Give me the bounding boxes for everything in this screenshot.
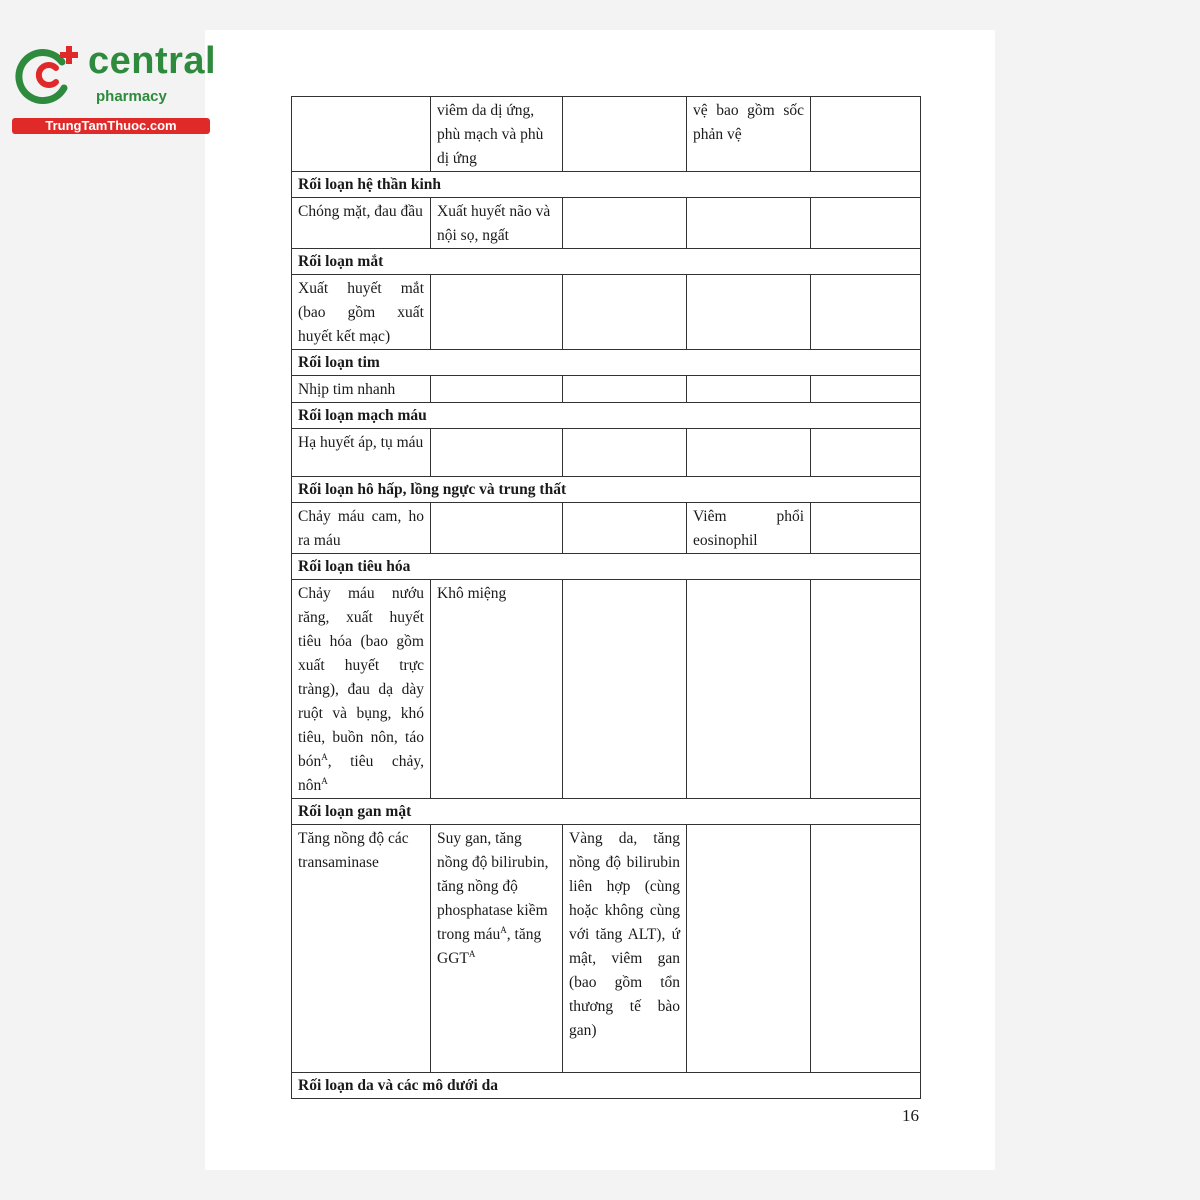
logo-url: TrungTamThuoc.com: [12, 118, 210, 134]
table-cell: [563, 376, 687, 403]
table-cell: Hạ huyết áp, tụ máu: [292, 429, 431, 477]
table-cell: Khô miệng: [431, 580, 563, 799]
table-row: [292, 376, 921, 403]
footnote-mark: A: [500, 924, 507, 935]
table-cell: [431, 275, 563, 350]
table-cell: viêm da dị ứng, phù mạch và phù dị ứng: [431, 97, 563, 172]
table-cell: [687, 429, 811, 477]
table-row: [292, 429, 921, 477]
table-cell: [687, 376, 811, 403]
table-cell: [431, 825, 563, 1073]
logo-name: central: [88, 40, 217, 82]
table-cell: [563, 97, 687, 172]
section-row: [292, 249, 921, 275]
central-pharmacy-logo: [8, 38, 218, 138]
table-cell: Viêm phổi eosinophil: [687, 503, 811, 554]
section-heading: Rối loạn hô hấp, lồng ngực và trung thất: [292, 477, 921, 503]
table-row: [292, 198, 921, 249]
table-cell: [687, 198, 811, 249]
table-cell: Chóng mặt, đau đầu: [292, 198, 431, 249]
table-cell: [811, 429, 921, 477]
table-cell: [563, 580, 687, 799]
section-row: [292, 403, 921, 429]
table-cell: [811, 275, 921, 350]
section-row: [292, 477, 921, 503]
table-cell: Nhịp tim nhanh: [292, 376, 431, 403]
footnote-mark: A: [321, 751, 328, 762]
table-cell: [811, 580, 921, 799]
table-cell: Xuất huyết não và nội sọ, ngất: [431, 198, 563, 249]
footnote-mark: A: [468, 948, 476, 959]
table-cell: [687, 825, 811, 1073]
section-row: [292, 172, 921, 198]
section-row: [292, 554, 921, 580]
table-cell: [811, 503, 921, 554]
cell-text: Chảy máu nướu răng, xuất huyết tiêu hóa (bao gồm xuất huyết trực tràng), đau dạ dày ruột và bụng, khó tiêu, buồn nôn, táo bón: [298, 585, 424, 770]
page-number: 16: [902, 1106, 919, 1125]
table-row: [292, 825, 921, 1073]
table-cell: [563, 198, 687, 249]
table-cell: Vàng da, tăng nồng độ bilirubin liên hợp (cùng hoặc không cùng với tăng ALT), ứ mật, viêm gan (bao gồm tổn thương tế bào gan): [563, 825, 687, 1073]
section-heading: Rối loạn mắt: [292, 249, 921, 275]
section-heading: Rối loạn mạch máu: [292, 403, 921, 429]
table-cell: [292, 97, 431, 172]
table-cell: [563, 275, 687, 350]
table-row: [292, 97, 921, 172]
table-row: [292, 275, 921, 350]
table-cell: [292, 580, 431, 799]
table-cell: [563, 429, 687, 477]
table-cell: [431, 429, 563, 477]
cell-text: , tăng GGT: [437, 926, 542, 967]
section-heading: Rối loạn da và các mô dưới da: [292, 1073, 921, 1099]
section-heading: Rối loạn tim: [292, 350, 921, 376]
logo-subtitle: pharmacy: [96, 88, 167, 105]
section-row: [292, 1073, 921, 1099]
table-cell: [431, 376, 563, 403]
footnote-mark: A: [321, 775, 328, 786]
section-heading: Rối loạn tiêu hóa: [292, 554, 921, 580]
adverse-reactions-table: [291, 96, 921, 1099]
table-cell: [687, 275, 811, 350]
table-cell: [563, 503, 687, 554]
table-cell: vệ bao gồm sốc phản vệ: [687, 97, 811, 172]
table-cell: [687, 580, 811, 799]
table-cell: [811, 97, 921, 172]
table-cell: [811, 376, 921, 403]
table-cell: [811, 825, 921, 1073]
table-row: [292, 503, 921, 554]
table-row: [292, 580, 921, 799]
section-row: [292, 350, 921, 376]
pharmacy-cross-logo-icon: [12, 42, 84, 106]
cell-text: , tiêu chảy, nôn: [298, 753, 424, 794]
section-heading: Rối loạn hệ thần kinh: [292, 172, 921, 198]
table-cell: [811, 198, 921, 249]
table-cell: Chảy máu cam, ho ra máu: [292, 503, 431, 554]
cell-text: Suy gan, tăng nồng độ bilirubin, tăng nồng độ phosphatase kiềm trong máu: [437, 830, 549, 943]
section-heading: Rối loạn gan mật: [292, 799, 921, 825]
table-cell: Xuất huyết mắt (bao gồm xuất huyết kết mạc): [292, 275, 431, 350]
section-row: [292, 799, 921, 825]
table-cell: [431, 503, 563, 554]
table-cell: Tăng nồng độ các transaminase: [292, 825, 431, 1073]
